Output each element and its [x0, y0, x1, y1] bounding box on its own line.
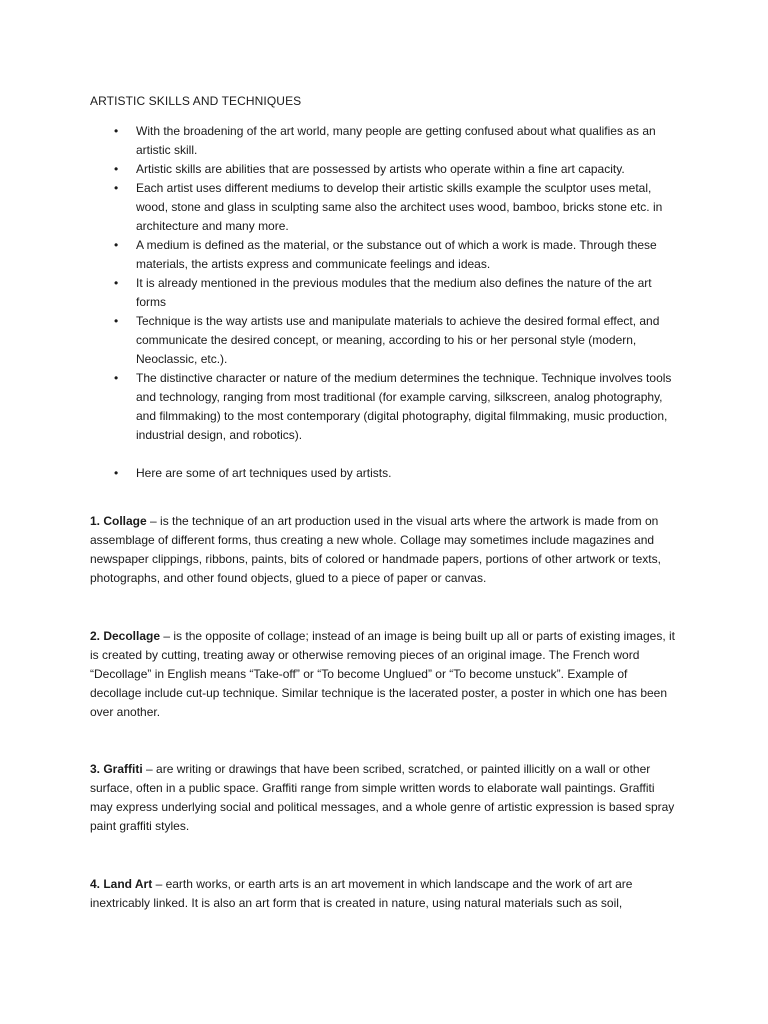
- bullet-item: [90, 274, 680, 312]
- section-graffiti: [90, 760, 680, 836]
- section-text: – is the technique of an art production used in the visual arts where the artwork is made from on assemblage of different forms, thus creating a new whole. Collage may sometimes include magazines and newspaper clippings, ribbons, paints, bits of colored or handmade papers, portions of other artwork or texts, photographs, and other found objects, glued to a piece of paper or canvas.: [90, 514, 661, 585]
- section-heading: 4. Land Art: [90, 877, 153, 891]
- section-heading: 2. Decollage: [90, 629, 161, 643]
- document-title: ARTISTIC SKILLS AND TECHNIQUES: [90, 94, 302, 108]
- bullet-icon: •: [114, 238, 119, 252]
- bullet-text: A medium is defined as the material, or the substance out of which a work is made. Through these materials, the artists express and communicate feelings and ideas.: [136, 238, 657, 271]
- bullet-text: Here are some of art techniques used by artists.: [136, 466, 392, 480]
- bullet-text: With the broadening of the art world, many people are getting confused about what qualifies as an artistic skill.: [136, 124, 656, 157]
- bullet-item: [90, 160, 680, 179]
- section-heading: 1. Collage: [90, 514, 147, 528]
- bullet-text: Each artist uses different mediums to develop their artistic skills example the sculptor uses metal, wood, stone and glass in sculpting same also the architect uses wood, bamboo, bricks stone etc. in architecture and many more.: [136, 181, 663, 233]
- bullet-item: [90, 236, 680, 274]
- section-collage: [90, 512, 680, 588]
- bullet-item: [90, 122, 680, 160]
- bullet-icon: •: [114, 314, 119, 328]
- section-heading: 3. Graffiti: [90, 762, 143, 776]
- section-text: – is the opposite of collage; instead of an image is being built up all or parts of existing images, it is created by cutting, treating away or otherwise removing pieces of an original image. The French word “Decollage” in English means “Take-off” or “To become Unglued” or “To become unstuck”. Example of decollage include cut-up technique. Similar technique is the lacerated poster, a poster in which one has been over another.: [90, 629, 675, 719]
- bullet-icon: •: [114, 162, 119, 176]
- section-text: – earth works, or earth arts is an art movement in which landscape and the work of art are inextricably linked. It is also an art form that is created in nature, using natural materials such as soil,: [90, 877, 633, 910]
- bullet-text: The distinctive character or nature of the medium determines the technique. Technique involves tools and technology, ranging from most traditional (for example carving, silkscreen, analog photography, and filmmaking) to the most contemporary (digital photography, digital filmmaking, music production, industrial design, and robotics).: [136, 371, 672, 442]
- section-land-art: [90, 875, 680, 913]
- bullet-icon: •: [114, 276, 119, 290]
- bullet-icon: •: [114, 371, 119, 385]
- bullet-text: Technique is the way artists use and manipulate materials to achieve the desired formal effect, and communicate the desired concept, or meaning, according to his or her personal style (modern, Neoclassic, etc.).: [136, 314, 660, 366]
- bullet-text: Artistic skills are abilities that are possessed by artists who operate within a fine art capacity.: [136, 162, 625, 176]
- bullet-text: It is already mentioned in the previous modules that the medium also defines the nature of the art forms: [136, 276, 652, 309]
- bullet-icon: •: [114, 466, 119, 480]
- section-decollage: [90, 627, 680, 722]
- bullet-item: [90, 464, 680, 483]
- bullet-item: [90, 179, 680, 236]
- bullet-list: [90, 122, 680, 483]
- bullet-item: [90, 369, 680, 445]
- bullet-item: [90, 312, 680, 369]
- bullet-icon: •: [114, 181, 119, 195]
- section-text: – are writing or drawings that have been scribed, scratched, or painted illicitly on a wall or other surface, often in a public space. Graffiti range from simple written words to elaborate wall paintings. Graffiti may express underlying social and political messages, and a whole genre of artistic expression is based spray paint graffiti styles.: [90, 762, 675, 833]
- bullet-icon: •: [114, 124, 119, 138]
